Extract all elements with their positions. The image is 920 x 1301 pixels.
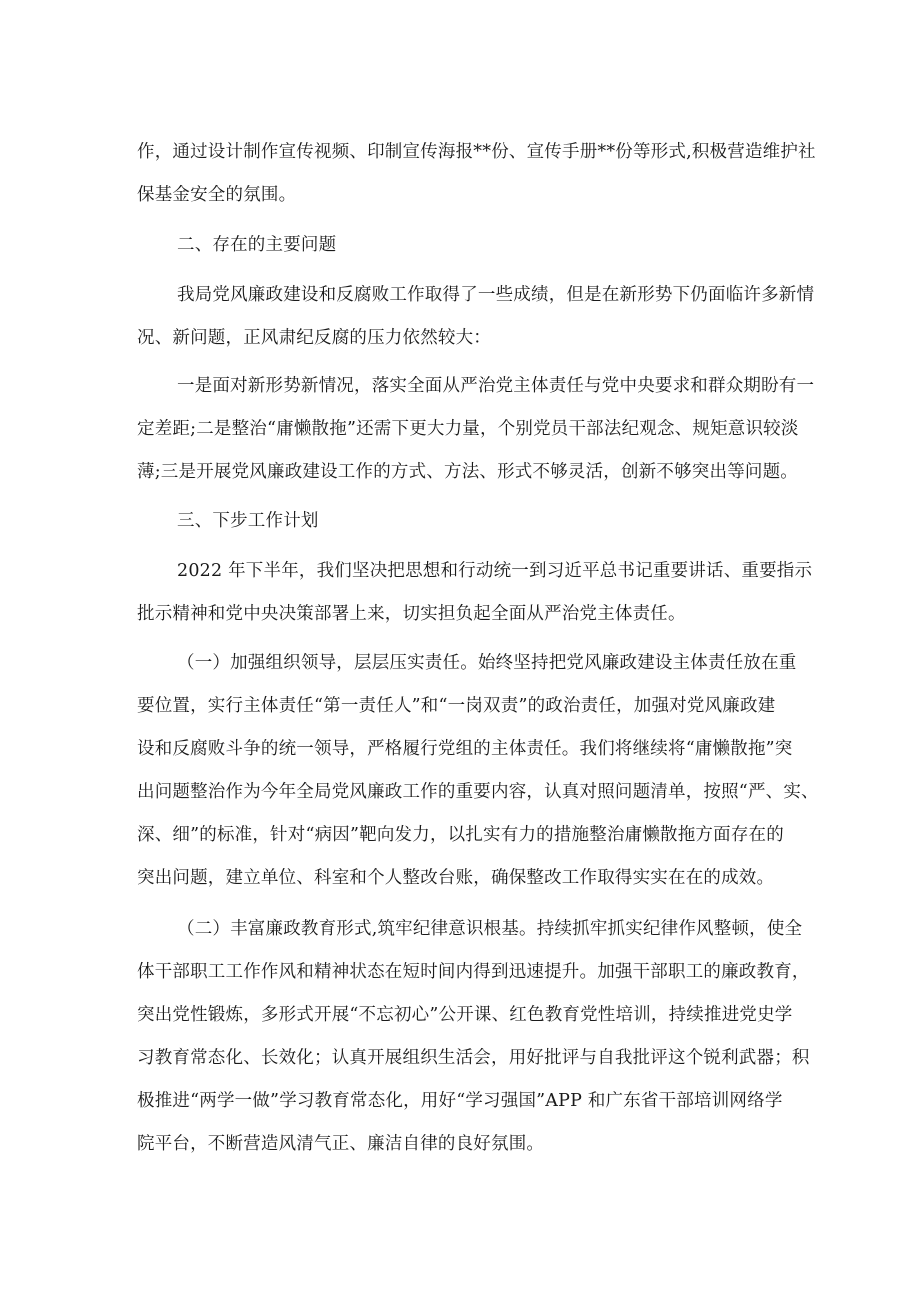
text-line: 深、细”的标准，针对“病因”靶向发力，以扎实有力的措施整治庸懒散拖方面存在的 [137, 825, 784, 845]
text-line: 体干部职工工作作风和精神状态在短时间内得到迅速提升。加强干部职工的廉政教育， [137, 962, 810, 982]
section-heading-plan: 三、下步工作计划 [177, 511, 319, 531]
text-line: 2022 年下半年，我们坚决把思想和行动统一到习近平总书记重要讲话、重要指示 [177, 561, 813, 581]
text-line: 突出问题，建立单位、科室和个人整改台账，确保整改工作取得实实在在的成效。 [137, 868, 775, 888]
section-heading-problems: 二、存在的主要问题 [177, 235, 337, 255]
text-line: 出问题整治作为今年全局党风廉政工作的重要内容，认真对照问题清单，按照“严、实、 [137, 782, 819, 802]
text-line: 极推进“两学一做”学习教育常态化，用好“学习强国”APP 和广东省干部培训网络学 [137, 1091, 783, 1111]
text-line: 我局党风廉政建设和反腐败工作取得了一些成绩，但是在新形势下仍面临许多新情 [177, 285, 815, 305]
text-line: 薄;三是开展党风廉政建设工作的方式、方法、形式不够灵活，创新不够突出等问题。 [137, 462, 798, 482]
text-line: 习教育常态化、长效化；认真开展组织生活会，用好批评与自我批评这个锐利武器；积 [137, 1048, 810, 1068]
subsection-heading-1: （一）加强组织领导，层层压实责任。始终坚持把党风廉政建设主体责任放在重 [177, 653, 797, 673]
text-line: 设和反腐败斗争的统一领导，严格履行党组的主体责任。我们将继续将“庸懒散拖”突 [137, 739, 793, 759]
subsection-heading-2: （二）丰富廉政教育形式,筑牢纪律意识根基。持续抓牢抓实纪律作风整顿，使全 [177, 919, 803, 939]
text-line: 一是面对新形势新情况，落实全面从严治党主体责任与党中央要求和群众期盼有一 [177, 376, 815, 396]
text-line: 要位置，实行主体责任“第一责任人”和“一岗双责”的政治责任，加强对党风廉政建 [137, 696, 776, 716]
text-line: 院平台，不断营造风清气正、廉洁自律的良好氛围。 [137, 1134, 545, 1154]
text-line: 作，通过设计制作宣传视频、印制宣传海报**份、宣传手册**份等形式,积极营造维护社 [137, 142, 816, 162]
text-line: 定差距;二是整治“庸懒散拖”还需下更大力量，个别党员干部法纪观念、规矩意识较淡 [137, 419, 799, 439]
text-line: 保基金安全的氛围。 [137, 185, 297, 205]
text-line: 突出党性锻炼，多形式开展“不忘初心”公开课、红色教育党性培训，持续推进党史学 [137, 1005, 793, 1025]
text-line: 况、新问题，正风肃纪反腐的压力依然较大： [137, 328, 491, 348]
text-line: 批示精神和党中央决策部署上来，切实担负起全面从严治党主体责任。 [137, 604, 686, 624]
